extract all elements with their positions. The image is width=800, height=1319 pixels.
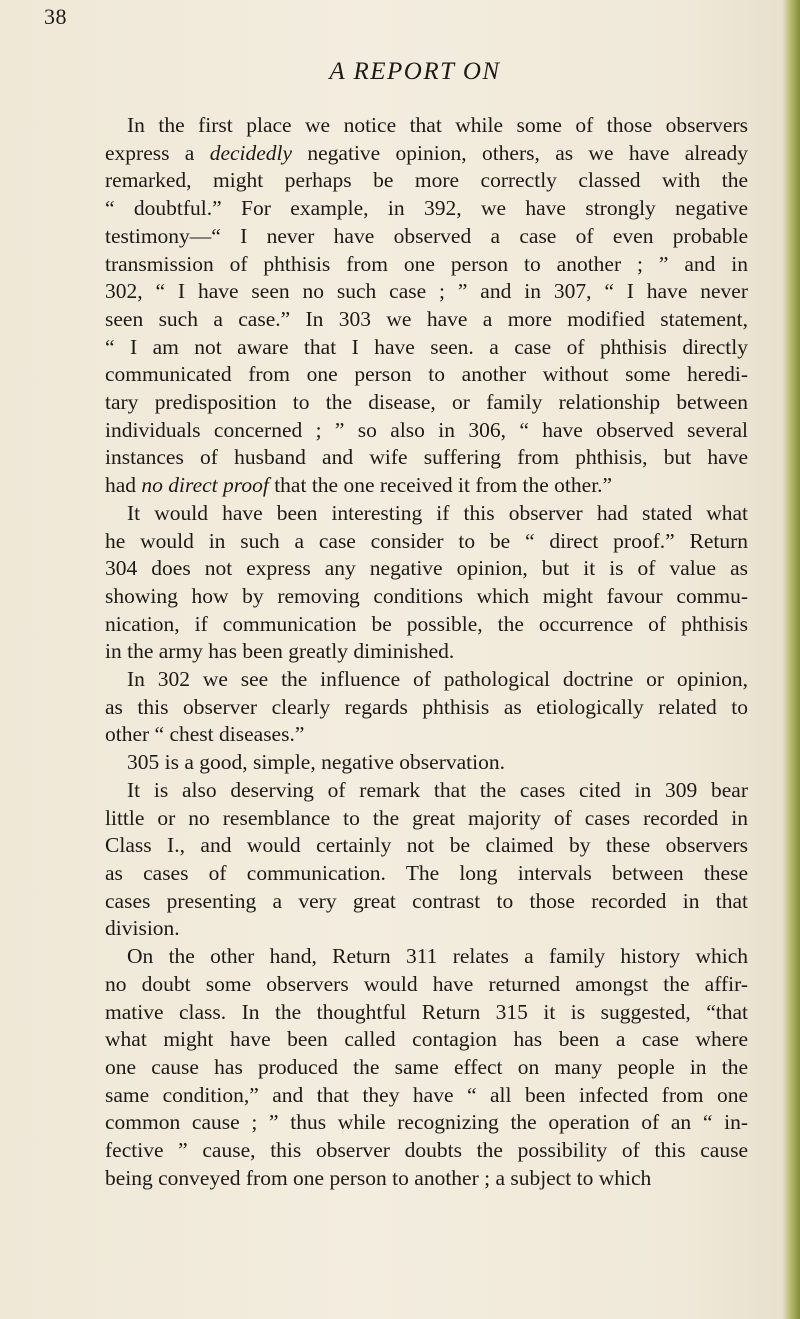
text-line: being conveyed from one person to another ; a subject to which [105,1165,652,1190]
text-line: what might have been called contagion has been a case where [105,1027,748,1052]
body-text [83,112,748,1192]
text-line: instances of husband and wife suffering from phthisis, but have [105,445,748,470]
text-line: seen such a case.” In 303 we have a more modified statement, [105,306,748,331]
text-line: in the army has been greatly diminished. [105,639,455,664]
text-line: 302, “ I have seen no such case ; ” and in 307, “ I have never [105,279,748,304]
text-line: Class I., and would certainly not be claimed by these observers [105,833,748,858]
paragraph [83,112,748,500]
text-line: common cause ; ” thus while recognizing the operation of an “ in- [105,1110,748,1135]
text-line: other “ chest diseases.” [105,722,305,747]
paragraph [83,943,748,1192]
text-line: cases presenting a very great contrast to those recorded in that [105,888,748,913]
text-line: “ I am not aware that I have seen. a case of phthisis directly [105,334,748,359]
paragraph [83,500,748,666]
text-line: remarked, might perhaps be more correctly classed with the [105,168,748,193]
running-head: A REPORT ON [329,58,501,85]
paragraph [83,749,748,777]
text-line: no doubt some observers would have returned amongst the affir- [105,971,748,996]
text-line: tary predisposition to the disease, or family relationship between [105,390,748,415]
text-line: On the other hand, Return 311 relates a family history which [127,944,748,969]
paragraph [83,666,748,749]
page-edge-shadow [782,0,800,1319]
text-line: In 302 we see the influence of pathological doctrine or opinion, [127,667,748,692]
text-line: “ doubtful.” For example, in 392, we have strongly negative [105,196,748,221]
text-line: It would have been interesting if this observer had stated what [127,500,748,525]
text-line: 305 is a good, simple, negative observation. [127,750,505,775]
text-line: communicated from one person to another without some heredi- [105,362,748,387]
text-line: fective ” cause, this observer doubts the possibility of this cause [105,1138,748,1163]
page-number: 38 [44,4,67,29]
text-line: It is also deserving of remark that the cases cited in 309 bear [127,777,748,802]
text-line: little or no resemblance to the great majority of cases recorded in [105,805,748,830]
text-line: had no direct proof that the one received it from the other.” [105,473,613,498]
paragraph [83,777,748,943]
text-line: one cause has produced the same effect on many people in the [105,1054,748,1079]
text-line: division. [105,916,180,941]
text-line: In the first place we notice that while some of those observers [127,113,748,137]
text-line: express a decidedly negative opinion, others, as we have already [105,140,748,165]
text-line: nication, if communication be possible, the occurrence of phthisis [105,611,748,636]
text-line: mative class. In the thoughtful Return 315 it is suggested, “that [105,999,748,1024]
text-line: as cases of communication. The long intervals between these [105,860,748,885]
text-line: transmission of phthisis from one person to another ; ” and in [105,251,748,276]
text-line: he would in such a case consider to be “ direct proof.” Return [105,528,748,553]
text-line: testimony—“ I never have observed a case of even probable [105,223,748,248]
text-line: 304 does not express any negative opinion, but it is of value as [105,556,748,581]
text-line: same condition,” and that they have “ all been infected from one [105,1082,748,1107]
text-line: as this observer clearly regards phthisis as etiologically related to [105,694,748,719]
text-line: showing how by removing conditions which might favour commu- [105,583,748,608]
text-line: individuals concerned ; ” so also in 306, “ have observed several [105,417,748,442]
